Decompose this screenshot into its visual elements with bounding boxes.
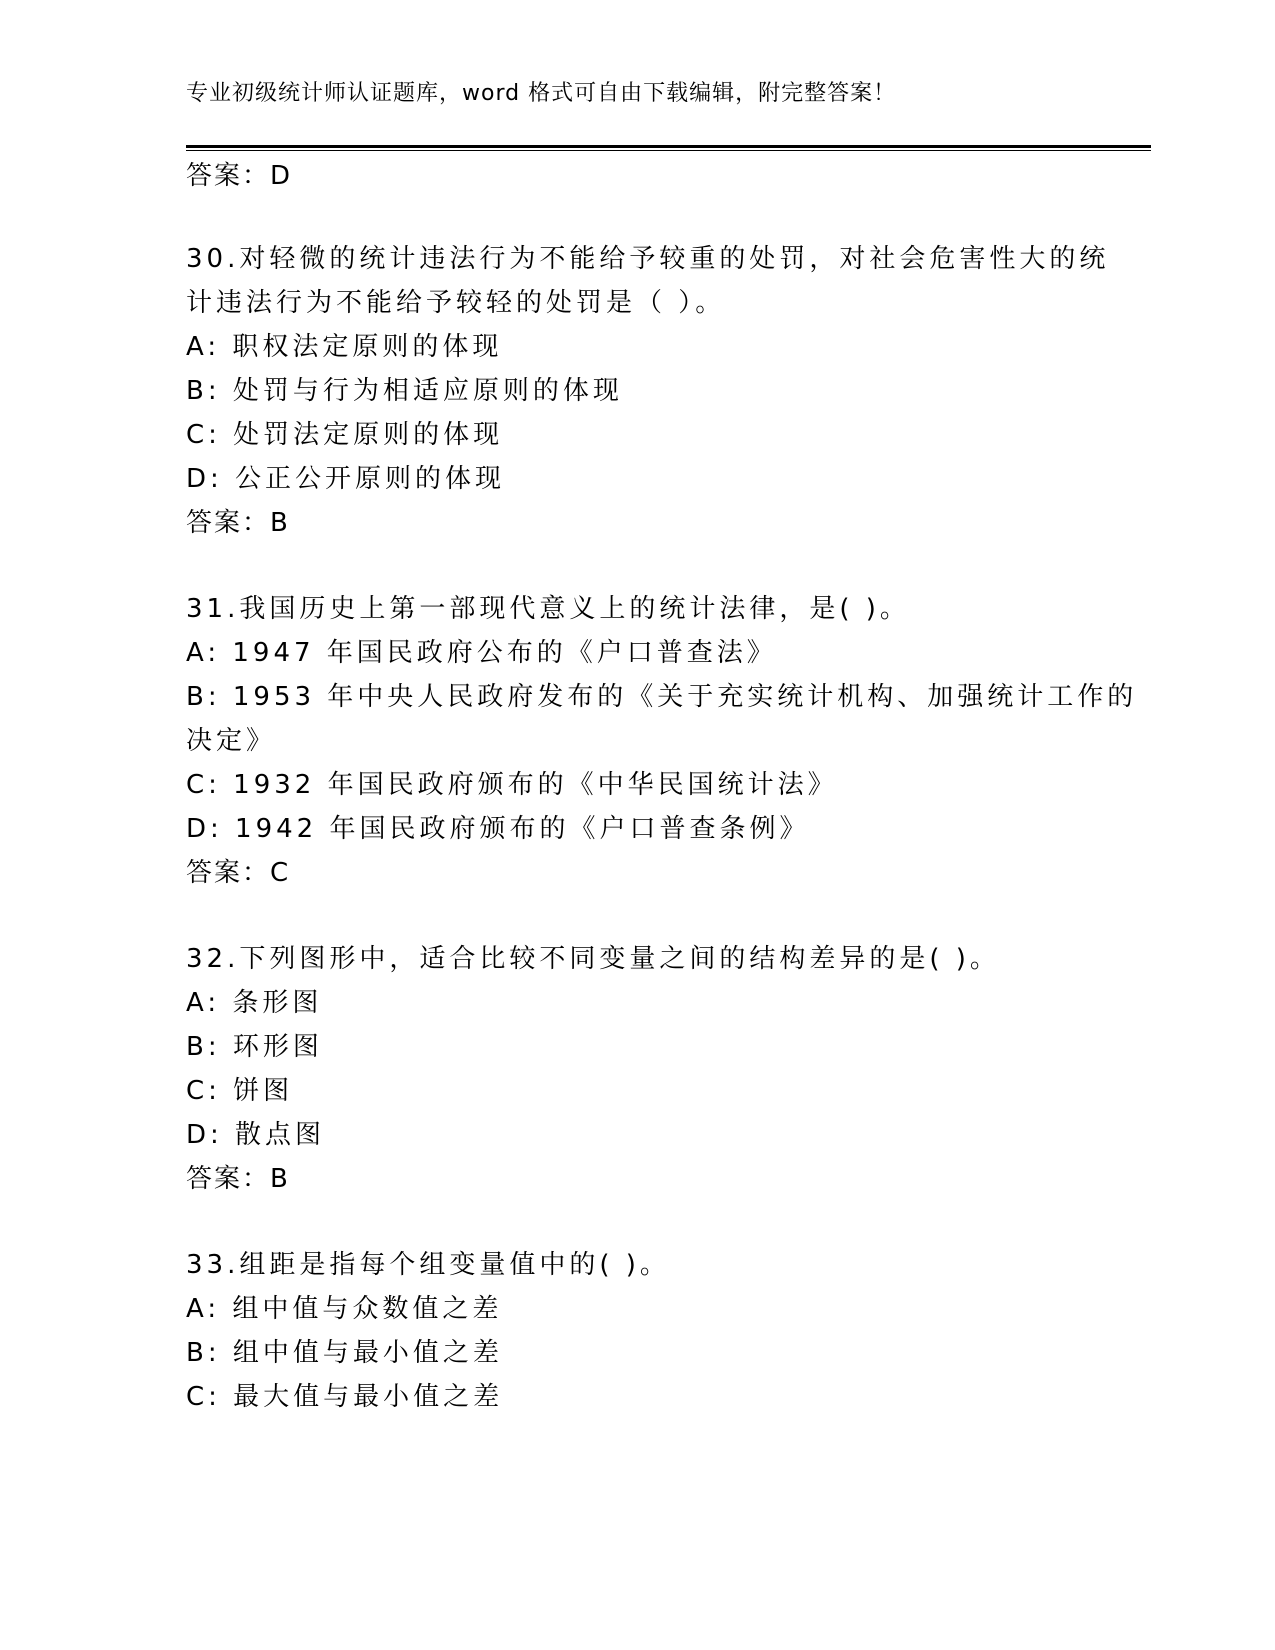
q30-option-a: A: 职权法定原则的体现 [186, 332, 503, 362]
header-rule-thick [186, 145, 1151, 148]
q32-option-a: A: 条形图 [186, 988, 323, 1018]
answer-previous: 答案：D [186, 161, 293, 191]
q31-option-d: D: 1942 年国民政府颁布的《户口普查条例》 [186, 814, 810, 844]
q30-stem-line-2: 计违法行为不能给予较轻的处罚是（ ）。 [186, 288, 726, 318]
q30-stem-line-1: 30.对轻微的统计违法行为不能给予较重的处罚，对社会危害性大的统 [186, 244, 1110, 274]
q32-stem-line-1: 32.下列图形中，适合比较不同变量之间的结构差异的是( )。 [186, 944, 1000, 974]
q30-option-c: C: 处罚法定原则的体现 [186, 420, 504, 450]
q31-answer: 答案：C [186, 858, 291, 888]
q32-option-d: D: 散点图 [186, 1120, 326, 1150]
q32-option-b: B: 环形图 [186, 1032, 323, 1062]
q31-option-b-cont: 决定》 [186, 726, 277, 756]
q33-option-a: A: 组中值与众数值之差 [186, 1294, 503, 1324]
q32-answer: 答案：B [186, 1164, 290, 1194]
q30-answer: 答案：B [186, 508, 290, 538]
q32-option-c: C: 饼图 [186, 1076, 294, 1106]
q31-stem-line-1: 31.我国历史上第一部现代意义上的统计法律，是( )。 [186, 594, 910, 624]
header-rule-thin [186, 150, 1151, 151]
q31-option-a: A: 1947 年国民政府公布的《户口普查法》 [186, 638, 777, 668]
q33-stem-line-1: 33.组距是指每个组变量值中的( )。 [186, 1250, 670, 1280]
q33-option-b: B: 组中值与最小值之差 [186, 1338, 503, 1368]
q33-option-c: C: 最大值与最小值之差 [186, 1382, 504, 1412]
page-header: 专业初级统计师认证题库，word 格式可自由下载编辑，附完整答案！ [186, 81, 897, 106]
q30-option-b: B: 处罚与行为相适应原则的体现 [186, 376, 623, 406]
q31-option-c: C: 1932 年国民政府颁布的《中华民国统计法》 [186, 770, 838, 800]
q31-option-b: B: 1953 年中央人民政府发布的《关于充实统计机构、加强统计工作的 [186, 682, 1138, 712]
q30-option-d: D: 公正公开原则的体现 [186, 464, 506, 494]
